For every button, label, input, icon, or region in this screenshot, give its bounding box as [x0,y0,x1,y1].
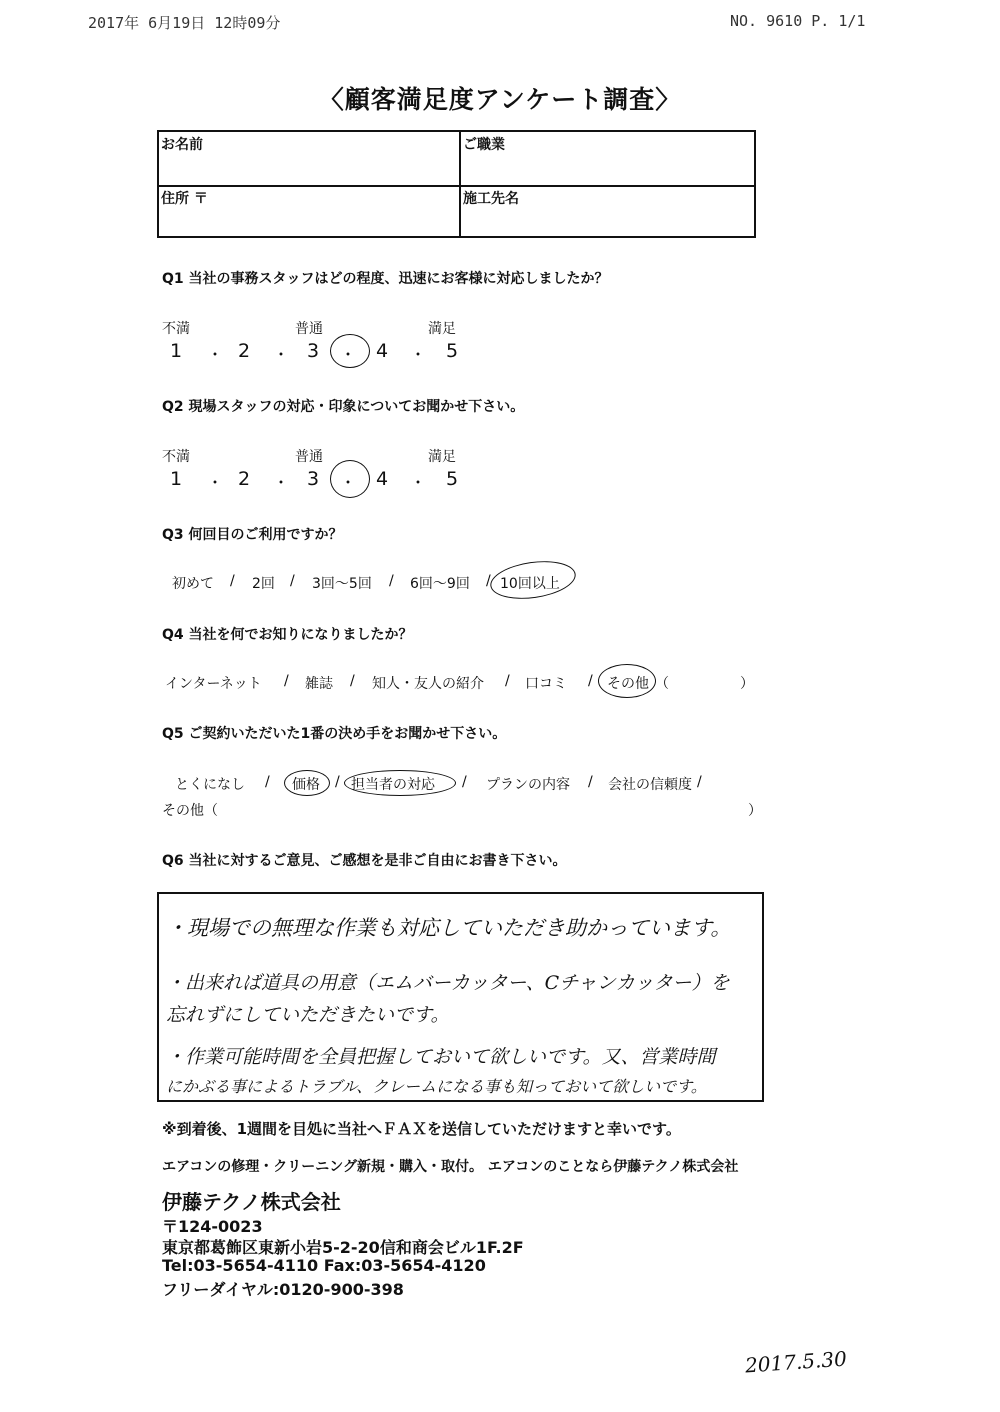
customer-info-table [157,130,756,238]
q2-option-4: 4 [376,468,389,490]
q5-separator: / [265,774,270,790]
q4-other-paren-open: （ [655,676,669,692]
q3-option-6-9: 6回〜9回 [410,576,470,592]
address-label: 住所 〒 [161,191,208,207]
q1-option-5: 5 [446,340,459,362]
q5-option-staff: 担当者の対応 [351,777,435,793]
comment-line-2: ・出来れば道具の用意（エムバーカッター、Cチャンカッター）を [166,972,730,994]
table-divider-horizontal [159,185,754,187]
q4-other-paren-close: ） [740,676,754,692]
q2-scale-mid: 普通 [295,449,323,465]
site-name-label: 施工先名 [463,191,519,207]
comment-line-5: にかぶる事によるトラブル、クレームになる事も知っておいて欲しいです。 [166,1077,707,1096]
company-postal-code: 〒124-0023 [162,1217,263,1236]
q2-option-3: 3 [307,468,320,490]
q4-option-referral: 知人・友人の紹介 [372,676,484,692]
q6-question: Q6 当社に対するご意見、ご感想を是非ご自由にお書き下さい。 [162,853,567,869]
q5-separator: / [697,774,702,790]
q1-scale-mid: 普通 [295,321,323,337]
page-title: 〈顧客満足度アンケート調査〉 [318,85,682,114]
handwritten-date: 2017.5.30 [744,1346,848,1378]
q4-question: Q4 当社を何でお知りになりましたか？ [162,627,413,643]
q5-option-price: 価格 [292,777,320,793]
q4-separator: / [284,673,289,689]
q3-separator: / [230,573,235,589]
q1-option-3: 3 [307,340,320,362]
company-tagline: エアコンの修理・クリーニング新規・購入・取付。 エアコンのことなら伊藤テクノ株式会社 [162,1159,739,1175]
comment-line-3: 忘れずにしていただきたいです。 [166,1004,450,1026]
q2-separator: ・ [207,473,224,492]
q5-other-paren-close: ） [748,803,762,819]
q5-separator: / [588,774,593,790]
q5-option-trust: 会社の信頼度 [608,777,692,793]
q1-separator: ・ [273,345,290,364]
q2-answer-circle [330,460,370,498]
q3-separator: / [389,573,394,589]
q3-option-10plus: 10回以上 [500,576,560,592]
q4-separator: / [350,673,355,689]
q2-scale-high: 満足 [428,449,456,465]
q4-option-magazine: 雑誌 [305,676,333,692]
q5-answer-circle-price [284,770,330,796]
comment-line-1: ・現場での無理な作業も対応していただき助かっています。 [166,916,732,940]
q1-question: Q1 当社の事務スタッフはどの程度、迅速にお客様に対応しましたか？ [162,271,609,287]
q1-separator: ・ [207,345,224,364]
q5-option-plan: プランの内容 [486,777,570,793]
q2-separator: ・ [410,473,427,492]
company-freedial: フリーダイヤル:0120-900-398 [162,1280,404,1299]
q3-separator: / [486,573,491,589]
q1-answer-circle [330,334,370,368]
q2-question: Q2 現場スタッフの対応・印象についてお聞かせ下さい。 [162,399,525,415]
q2-separator: ・ [340,473,357,492]
q1-option-4: 4 [376,340,389,362]
q5-separator: / [335,774,340,790]
q3-answer-circle [488,556,578,604]
comment-line-4: ・作業可能時間を全員把握しておいて欲しいです。又、営業時間 [166,1046,716,1068]
name-label: お名前 [161,137,203,153]
occupation-label: ご職業 [463,137,505,153]
q1-separator: ・ [410,345,427,364]
fax-request-note: ※到着後、1週間を目処に当社へＦＡＸを送信していただけますと幸いです。 [162,1120,681,1138]
company-name: 伊藤テクノ株式会社 [162,1190,341,1214]
q4-answer-circle [598,664,656,698]
q2-option-5: 5 [446,468,459,490]
q3-separator: / [290,573,295,589]
q4-option-word-of-mouth: 口コミ [525,676,567,692]
q1-option-2: 2 [238,340,251,362]
company-tel-fax: Tel:03-5654-4110 Fax:03-5654-4120 [162,1256,486,1275]
q4-separator: / [505,673,510,689]
q1-scale-low: 不満 [162,321,190,337]
fax-page-info: NO. 9610 P. 1/1 [730,12,866,30]
q5-option-other: その他（ [162,803,218,819]
q2-option-2: 2 [238,468,251,490]
q4-separator: / [588,673,593,689]
q5-answer-circle-staff [344,770,456,796]
q2-scale-low: 不満 [162,449,190,465]
q1-option-1: 1 [170,340,183,362]
q3-question: Q3 何回目のご利用ですか？ [162,527,343,543]
q2-option-1: 1 [170,468,183,490]
q3-option-first: 初めて [172,576,214,592]
company-address: 東京都葛飾区東新小岩5-2-20信和商会ビル1F.2F [162,1238,524,1257]
q3-option-2: 2回 [252,576,275,592]
q5-question: Q5 ご契約いただいた1番の決め手をお聞かせ下さい。 [162,726,507,742]
q2-separator: ・ [273,473,290,492]
q4-option-other: その他 [607,676,649,692]
q3-option-3-5: 3回〜5回 [312,576,372,592]
q5-separator: / [462,774,467,790]
fax-datetime: 2017年 6月19日 12時09分 [88,14,281,32]
q1-separator: ・ [340,345,357,364]
q5-option-none: とくになし [175,777,245,793]
q4-option-internet: インターネット [165,676,262,692]
q1-scale-high: 満足 [428,321,456,337]
table-divider-vertical [459,132,461,236]
